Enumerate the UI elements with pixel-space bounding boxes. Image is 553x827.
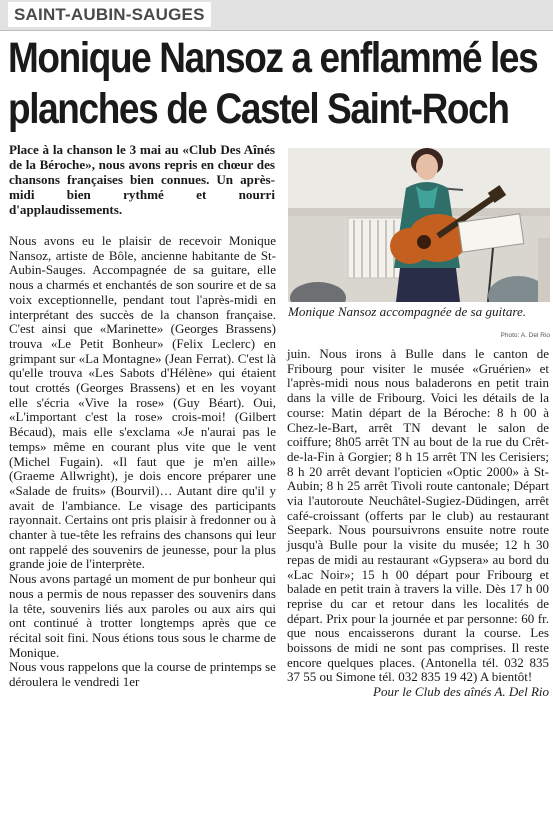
section-kicker-bar (0, 0, 553, 31)
section-kicker: SAINT-AUBIN-SAUGES (8, 2, 211, 27)
headline (8, 33, 538, 135)
lead-paragraph: Place à la chanson le 3 mai au «Club Des Aînés de la Béroche», nous avons repris en chœur des chansons françaises bien connues. Un après-midi bien rythmé et nourri d'applaudissements. (9, 142, 275, 218)
concert-photo (288, 148, 550, 302)
headline-line-2: planches de Castel Saint-Roch (8, 85, 509, 133)
photo-caption: Monique Nansoz accompagnée de sa guitare. (288, 304, 527, 319)
body-column-right (287, 347, 549, 700)
body-column-left (9, 234, 276, 690)
body-paragraph: Nous avons partagé un moment de pur bonheur qui nous a permis de nous repasser des souvenirs dans la tête, souvenirs liés aux paroles ou aux airs qui ont continué à trotter longtemps après que ce récital soit fini. Nous étions tous sous le charme de Monique. (9, 571, 276, 660)
singer-with-guitar-photo (288, 148, 550, 302)
body-paragraph: juin. Nous irons à Bulle dans le canton de Fribourg pour visiter le musée «Gruérien» et l'après-midi nous nous baladerons en petit train dans la ville de Fribourg. Voici les détails de la course: Matin départ de la Béroche: 8 h 00 à Chez-le-Bart, arrêt TN devant le salon de coiffure; 8h05 arrêt TN au bout de la rue du Crêt-de-la-Fin à Gorgier; 8 h 15 arrêt TN les Cerisiers; 8 h 20 arrêt devant l'opticien «Optic 2000» à St-Aubin; 8 h 25 arrêt Tivoli route cantonale; Départ via l'autoroute Neuchâtel-Sugiez-Düdingen, arrêt café-croissant (offerts par le club) au restaurant Seepark. Nous poursuivrons ensuite notre route jusqu'à Bulle pour la visite du musée; 12 h 30 repas de midi au restaurant «Gypsera» au bord du «Lac Noir»; 15 h 00 départ pour Fribourg et balade en petit train à travers la ville. Dès 17 h 00 reprise du car et retour dans les localités de départ. Prix pour la journée et par personne: 60 fr. que nous encaisserons durant la course. Les boissons de midi ne sont pas comprises. Il reste encore quelques places. (Antonella tél. 032 835 37 55 ou Simone tél. 032 835 19 42) A bientôt! (287, 346, 549, 685)
photo-credit: Photo: A. Del Rio (500, 332, 550, 339)
signature: Pour le Club des aînés A. Del Rio (373, 684, 549, 700)
headline-line-1: Monique Nansoz a enflammé les (8, 34, 538, 82)
body-paragraph: Nous vous rappelons que la course de printemps se déroulera le vendredi 1er (9, 659, 276, 690)
body-paragraph: Nous avons eu le plaisir de recevoir Monique Nansoz, artiste de Bôle, ancienne habitante de St-Aubin-Sauges. Accompagnée de sa guitare, elle nous a charmés et enchantés de son sourire et de sa voix exceptionnelle, pendant tout l'après-midi en interprétant des succès de la chanson française. C'est ainsi que «Marinette» (Georges Brassens) trouva «Le Petit Bonheur» (Felix Leclerc) en grimpant sur «La Montagne» (Jean Ferrat). C'est là qu'elle trouva «Les Sabots d'Hélène» qui étaient tout crottés (Georges Brassens) et en les voyant elle s'écria «Vive la rose» (Guy Béart). Oui, «L'important c'est la rose» crois-moi! (Gilbert Bécaud), mais elle s'exclama «Je n'aurai pas le temps» même en courant plus vite que le vent (Michel Fugain). «Il faut que je m'en aille» (Graeme Allwright), je dois encore préparer une «Salade de fruits» (Bourvil)… Autant dire qu'il y avait de l'ambiance. Le visage des participants rayonnait. Certains ont pris plaisir à fredonner ou à chanter à tue-tête les refrains des chansons qui leur ont rappelé des souvenirs de jeunesse, pour la plus grande joie de l'interprète. (9, 233, 276, 572)
